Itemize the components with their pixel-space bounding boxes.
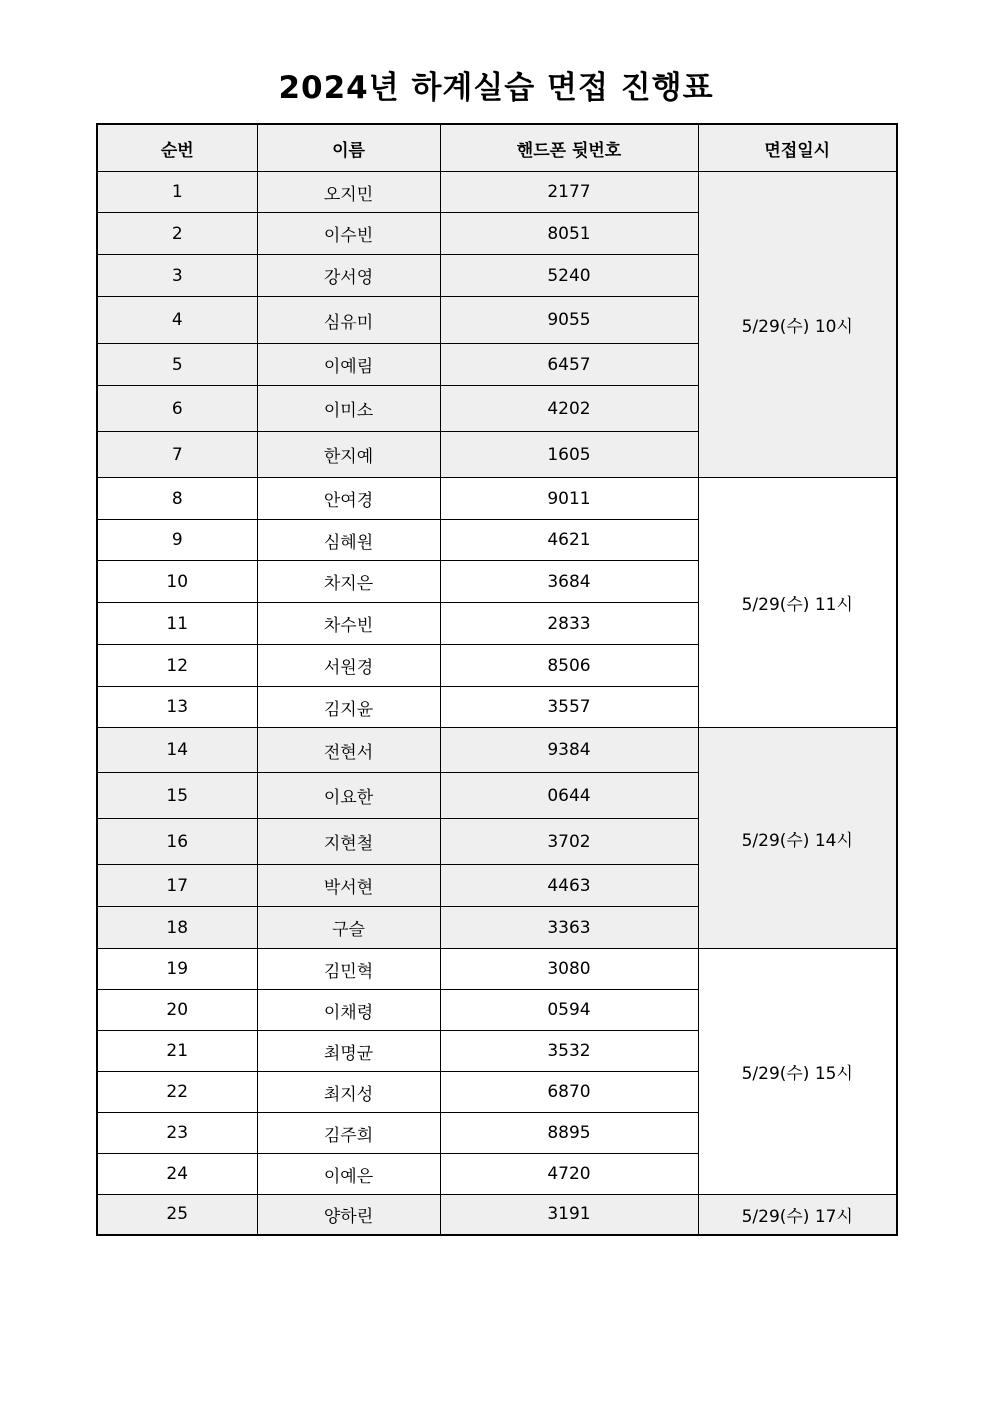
cell-name: 심유미 <box>257 297 440 344</box>
cell-phone: 9055 <box>440 297 698 344</box>
cell-phone: 3702 <box>440 819 698 865</box>
cell-phone: 6870 <box>440 1072 698 1113</box>
cell-phone: 3080 <box>440 949 698 990</box>
cell-name: 차지은 <box>257 561 440 603</box>
cell-no: 8 <box>97 478 257 520</box>
cell-phone: 8051 <box>440 213 698 255</box>
cell-no: 22 <box>97 1072 257 1113</box>
cell-phone: 0594 <box>440 990 698 1031</box>
cell-no: 3 <box>97 255 257 297</box>
cell-name: 김민혁 <box>257 949 440 990</box>
cell-name: 오지민 <box>257 172 440 213</box>
page-title: 2024년 하계실습 면접 진행표 <box>278 70 714 106</box>
cell-no: 25 <box>97 1195 257 1235</box>
cell-name: 안여경 <box>257 478 440 520</box>
cell-name: 이채령 <box>257 990 440 1031</box>
cell-no: 17 <box>97 865 257 907</box>
cell-name: 김주희 <box>257 1113 440 1154</box>
cell-no: 13 <box>97 687 257 728</box>
cell-phone: 3684 <box>440 561 698 603</box>
cell-name: 이수빈 <box>257 213 440 255</box>
cell-name: 최지성 <box>257 1072 440 1113</box>
cell-phone: 4463 <box>440 865 698 907</box>
cell-name: 김지윤 <box>257 687 440 728</box>
cell-interview-time: 5/29(수) 10시 <box>698 172 897 478</box>
header-no: 순번 <box>97 124 257 172</box>
cell-no: 2 <box>97 213 257 255</box>
cell-interview-time: 5/29(수) 11시 <box>698 478 897 728</box>
cell-phone: 8506 <box>440 645 698 687</box>
cell-name: 서원경 <box>257 645 440 687</box>
header-time: 면접일시 <box>698 124 897 172</box>
cell-no: 15 <box>97 773 257 819</box>
cell-name: 양하린 <box>257 1195 440 1235</box>
cell-no: 21 <box>97 1031 257 1072</box>
cell-name: 최명균 <box>257 1031 440 1072</box>
table-row <box>97 172 897 213</box>
cell-phone: 4621 <box>440 520 698 561</box>
cell-name: 한지예 <box>257 432 440 478</box>
table-row <box>97 728 897 773</box>
cell-no: 7 <box>97 432 257 478</box>
cell-phone: 4202 <box>440 386 698 432</box>
cell-name: 이예은 <box>257 1154 440 1195</box>
table-row <box>97 949 897 990</box>
cell-phone: 9384 <box>440 728 698 773</box>
cell-phone: 2177 <box>440 172 698 213</box>
table-row <box>97 478 897 520</box>
cell-interview-time: 5/29(수) 17시 <box>698 1195 897 1235</box>
cell-name: 차수빈 <box>257 603 440 645</box>
cell-phone: 3363 <box>440 907 698 949</box>
interview-schedule-table <box>96 123 898 1236</box>
cell-phone: 9011 <box>440 478 698 520</box>
cell-name: 이예림 <box>257 344 440 386</box>
cell-no: 10 <box>97 561 257 603</box>
cell-name: 지현철 <box>257 819 440 865</box>
header-phone: 핸드폰 뒷번호 <box>440 124 698 172</box>
cell-phone: 6457 <box>440 344 698 386</box>
cell-phone: 8895 <box>440 1113 698 1154</box>
cell-no: 24 <box>97 1154 257 1195</box>
cell-name: 이요한 <box>257 773 440 819</box>
cell-no: 11 <box>97 603 257 645</box>
cell-name: 심혜원 <box>257 520 440 561</box>
cell-name: 강서영 <box>257 255 440 297</box>
cell-interview-time: 5/29(수) 14시 <box>698 728 897 949</box>
cell-no: 18 <box>97 907 257 949</box>
cell-no: 16 <box>97 819 257 865</box>
table-row <box>97 1195 897 1235</box>
header-name: 이름 <box>257 124 440 172</box>
cell-no: 12 <box>97 645 257 687</box>
cell-name: 이미소 <box>257 386 440 432</box>
cell-no: 19 <box>97 949 257 990</box>
cell-no: 9 <box>97 520 257 561</box>
cell-no: 5 <box>97 344 257 386</box>
cell-name: 전현서 <box>257 728 440 773</box>
cell-no: 23 <box>97 1113 257 1154</box>
cell-phone: 3532 <box>440 1031 698 1072</box>
cell-name: 박서현 <box>257 865 440 907</box>
cell-phone: 5240 <box>440 255 698 297</box>
table-header-row <box>97 124 897 172</box>
cell-interview-time: 5/29(수) 15시 <box>698 949 897 1195</box>
cell-no: 20 <box>97 990 257 1031</box>
cell-phone: 1605 <box>440 432 698 478</box>
table-body <box>97 172 897 1235</box>
cell-phone: 3557 <box>440 687 698 728</box>
cell-phone: 2833 <box>440 603 698 645</box>
cell-phone: 0644 <box>440 773 698 819</box>
cell-no: 14 <box>97 728 257 773</box>
cell-no: 1 <box>97 172 257 213</box>
cell-name: 구슬 <box>257 907 440 949</box>
cell-phone: 3191 <box>440 1195 698 1235</box>
cell-no: 4 <box>97 297 257 344</box>
cell-phone: 4720 <box>440 1154 698 1195</box>
cell-no: 6 <box>97 386 257 432</box>
